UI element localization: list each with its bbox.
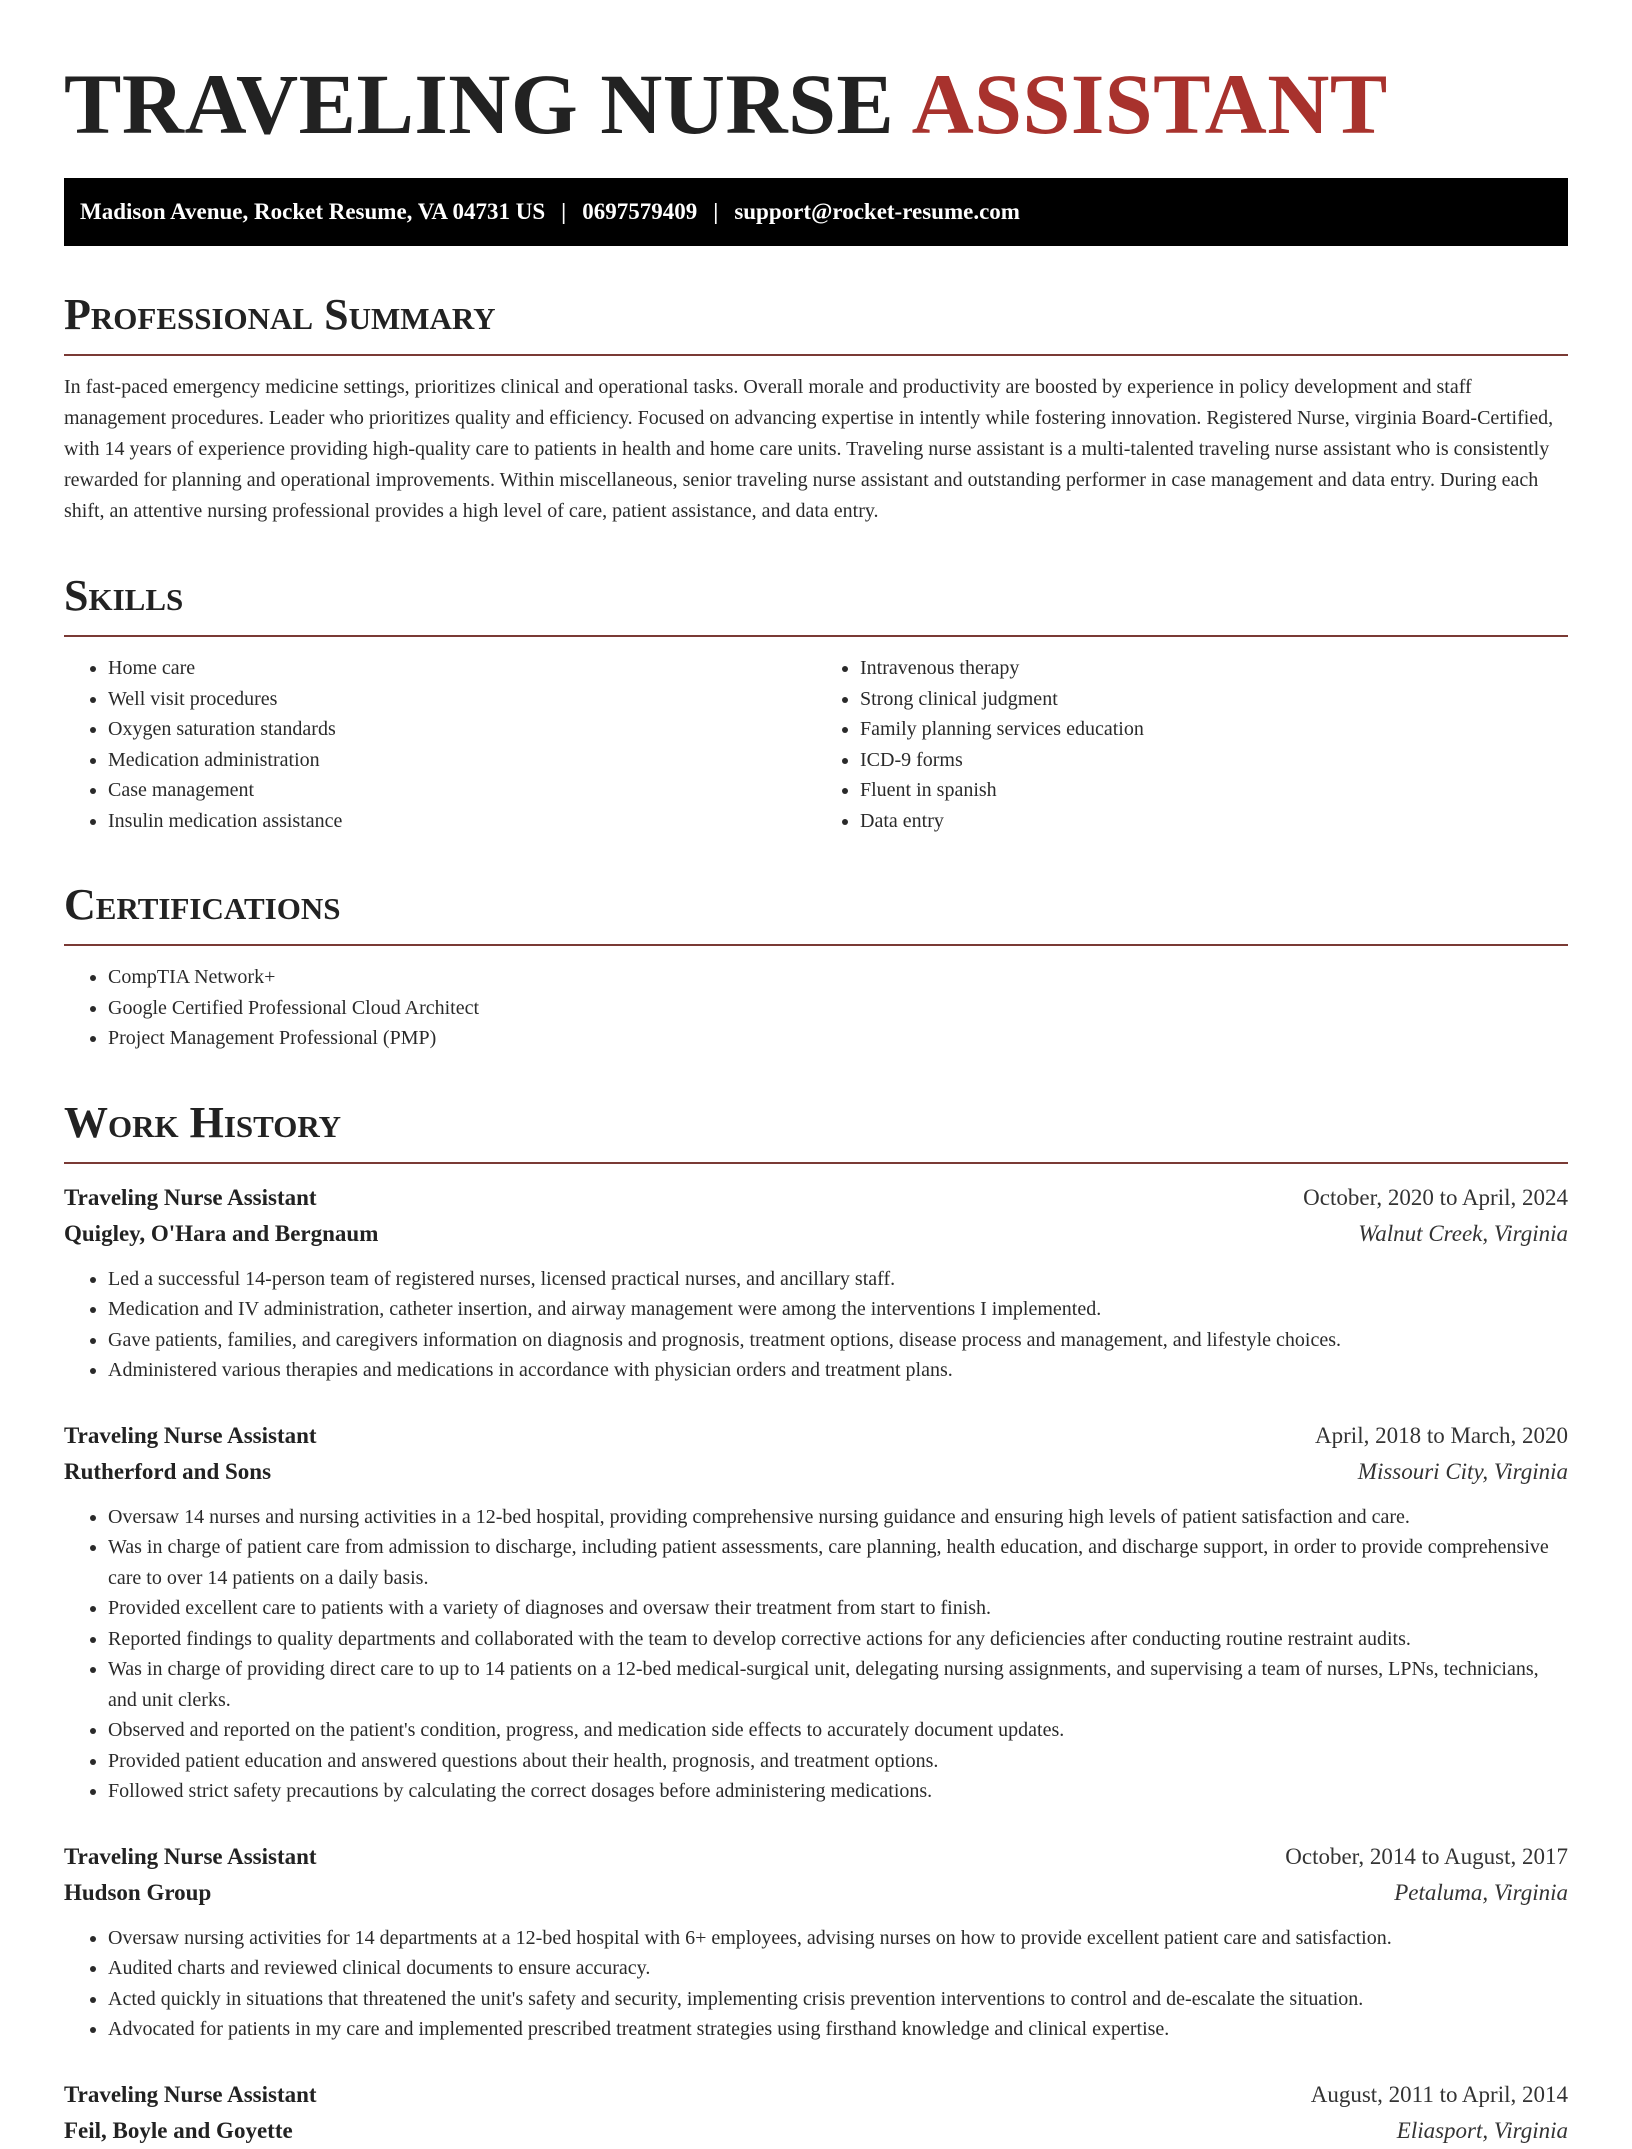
job-header-row — [64, 1418, 1568, 1454]
job-bullet: • Oversaw 14 nurses and nursing activities in a 12-bed hospital, providing comprehensive nursing guidance and ensuring high levels of patient satisfaction and care. — [108, 1502, 1568, 1533]
job-entry — [64, 1180, 1568, 1386]
job-bullet: • Audited charts and reviewed clinical documents to ensure accuracy. — [108, 1953, 1568, 1984]
job-bullets — [64, 1502, 1568, 1807]
job-bullets — [64, 1923, 1568, 2045]
skills-title: Skills — [64, 571, 184, 620]
certification-item: • Project Management Professional (PMP) — [108, 1023, 1568, 1054]
skills-list-left — [64, 653, 816, 836]
skill-item: • Intravenous therapy — [860, 653, 1568, 684]
job-bullet: • Observed and reported on the patient's condition, progress, and medication side effects to accurately document updates. — [108, 1715, 1568, 1746]
job-bullet: • Oversaw nursing activities for 14 departments at a 12-bed hospital with 6+ employees, advising nurses on how to provide excellent patient care and satisfaction. — [108, 1923, 1568, 1954]
contact-phone: 0697579409 — [582, 199, 698, 224]
job-bullet: • Was in charge of patient care from admission to discharge, including patient assessments, care planning, health education, and discharge support, in order to provide comprehensive care to over 14 patients on a daily basis. — [108, 1532, 1568, 1593]
job-bullet: • Administered various therapies and medications in accordance with physician orders and treatment plans. — [108, 1355, 1568, 1386]
skill-item: • Oxygen saturation standards — [108, 714, 816, 745]
job-company: Rutherford and Sons — [64, 1458, 272, 1484]
job-header-row — [64, 2077, 1568, 2113]
summary-section — [64, 290, 1568, 527]
job-location: Eliasport, Virginia — [1396, 2117, 1568, 2143]
job-location: Walnut Creek, Virginia — [1358, 1220, 1568, 1246]
section-divider — [64, 1162, 1568, 1164]
skill-item: • ICD-9 forms — [860, 745, 1568, 776]
skill-item: • Case management — [108, 775, 816, 806]
job-bullet: • Medication and IV administration, catheter insertion, and airway management were among the interventions I implemented. — [108, 1294, 1568, 1325]
job-title: Traveling Nurse Assistant — [64, 2081, 317, 2107]
skill-item: • Medication administration — [108, 745, 816, 776]
resume-name — [64, 56, 1568, 152]
skill-item: • Data entry — [860, 806, 1568, 837]
certifications-section — [64, 880, 1568, 1054]
job-header-row — [64, 1180, 1568, 1216]
skill-item: • Family planning services education — [860, 714, 1568, 745]
job-entry — [64, 1418, 1568, 1807]
job-bullet: • Was in charge of providing direct care to up to 14 patients on a 12-bed medical-surgical unit, delegating nursing assignments, and supervising a team of nurses, LPNs, technicians, and unit clerks. — [108, 1654, 1568, 1715]
contact-email: support@rocket-resume.com — [734, 199, 1020, 224]
section-divider — [64, 944, 1568, 946]
job-company: Hudson Group — [64, 1879, 212, 1905]
job-bullet: • Led a successful 14-person team of registered nurses, licensed practical nurses, and ancillary staff. — [108, 1264, 1568, 1295]
job-company: Quigley, O'Hara and Bergnaum — [64, 1220, 379, 1246]
job-entry — [64, 1839, 1568, 2045]
job-bullet: • Followed strict safety precautions by calculating the correct dosages before administering medications. — [108, 1776, 1568, 1807]
skills-list-right — [816, 653, 1568, 836]
job-company-row — [64, 1875, 1568, 1911]
job-entry — [64, 2077, 1568, 2149]
job-bullet: • Provided excellent care to patients with a variety of diagnoses and oversaw their treatment from start to finish. — [108, 1593, 1568, 1624]
job-title: Traveling Nurse Assistant — [64, 1422, 317, 1448]
skill-item: • Strong clinical judgment — [860, 684, 1568, 715]
summary-text: In fast-paced emergency medicine settings, prioritizes clinical and operational tasks. Overall morale and productivity are boosted by experience in policy development and staff management procedures. Leader who prioritizes quality and efficiency. Focused on advancing expertise in intently while fostering innovation. Registered Nurse, virginia Board-Certified, with 14 years of experience providing high-quality care to patients in health and home care units. Traveling nurse assistant is a multi-talented traveling nurse assistant who is consistently rewarded for planning and operational improvements. Within miscellaneous, senior traveling nurse assistant and outstanding performer in case management and data entry. During each shift, an attentive nursing professional provides a high level of care, patient assistance, and data entry. — [64, 376, 1554, 522]
job-dates: August, 2011 to April, 2014 — [1310, 2081, 1568, 2107]
name-accent: ASSISTANT — [911, 56, 1388, 152]
certification-item: • CompTIA Network+ — [108, 962, 1568, 993]
job-title: Traveling Nurse Assistant — [64, 1184, 317, 1210]
contact-separator: | — [561, 199, 567, 224]
skill-item: • Well visit procedures — [108, 684, 816, 715]
skills-grid — [64, 653, 1568, 836]
job-company: Feil, Boyle and Goyette — [64, 2117, 293, 2143]
work-title: Work History — [64, 1097, 342, 1147]
certifications-list — [64, 962, 1568, 1054]
contact-bar — [64, 178, 1568, 246]
contact-address: Madison Avenue, Rocket Resume, VA 04731 US — [80, 199, 546, 224]
work-section — [64, 1098, 1568, 2149]
job-bullet: • Acted quickly in situations that threatened the unit's safety and security, implementing crisis prevention interventions to control and de-escalate the situation. — [108, 1984, 1568, 2015]
certification-item: • Google Certified Professional Cloud Architect — [108, 993, 1568, 1024]
job-bullet: • Gave patients, families, and caregivers information on diagnosis and prognosis, treatment options, disease process and management, and lifestyle choices. — [108, 1325, 1568, 1356]
job-title: Traveling Nurse Assistant — [64, 1843, 317, 1869]
section-divider — [64, 635, 1568, 637]
skill-item: • Insulin medication assistance — [108, 806, 816, 837]
job-company-row — [64, 2113, 1568, 2149]
job-dates: April, 2018 to March, 2020 — [1315, 1422, 1568, 1448]
job-bullets — [64, 1264, 1568, 1386]
skill-item: • Fluent in spanish — [860, 775, 1568, 806]
skill-item: • Home care — [108, 653, 816, 684]
job-dates: October, 2020 to April, 2024 — [1303, 1184, 1568, 1210]
job-company-row — [64, 1216, 1568, 1252]
name-main: TRAVELING NURSE — [64, 56, 895, 152]
summary-title: Professional Summary — [64, 290, 496, 339]
skills-section — [64, 571, 1568, 836]
job-location: Missouri City, Virginia — [1357, 1458, 1568, 1484]
job-location: Petaluma, Virginia — [1394, 1879, 1568, 1905]
job-bullet: • Provided patient education and answered questions about their health, prognosis, and treatment options. — [108, 1746, 1568, 1777]
job-dates: October, 2014 to August, 2017 — [1285, 1843, 1568, 1869]
job-header-row — [64, 1839, 1568, 1875]
contact-separator: | — [713, 199, 719, 224]
job-company-row — [64, 1454, 1568, 1490]
section-divider — [64, 354, 1568, 356]
job-bullet: • Reported findings to quality departments and collaborated with the team to develop corrective actions for any deficiencies after conducting routine restraint audits. — [108, 1624, 1568, 1655]
certifications-title: Certifications — [64, 880, 341, 929]
job-bullet: • Advocated for patients in my care and implemented prescribed treatment strategies using firsthand knowledge and clinical expertise. — [108, 2014, 1568, 2045]
